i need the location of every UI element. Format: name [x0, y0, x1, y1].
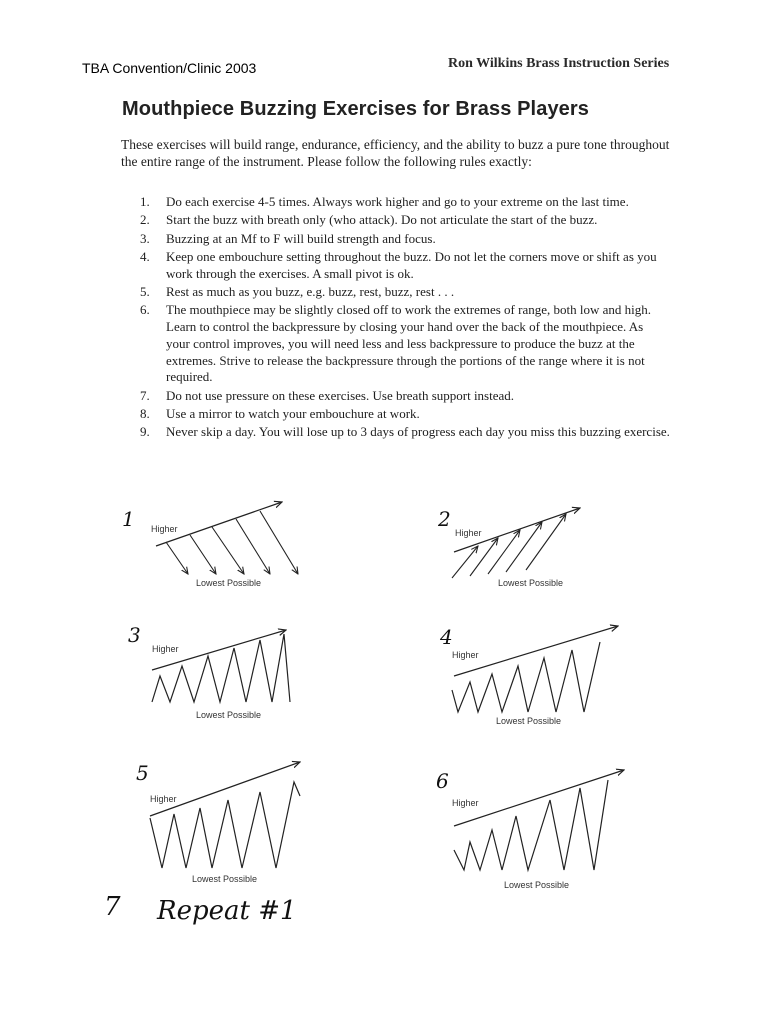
exercise-diagram-4 [430, 620, 630, 730]
exercise-diagram-2 [430, 496, 600, 596]
rule-text: Do not use pressure on these exercises. Use breath support instead. [166, 387, 515, 403]
rule-text: The mouthpiece may be slightly closed off to work the extremes of range, both low and high. Learn to control the backpressure by closing your hand over the back of the mouthpiece. As your control improves, you will need less and less backpressure to produce the buzz at the extremes. Strive to release the backpressure through the portions of the range where it is not required. [166, 302, 651, 385]
diagram-number: 2 [438, 507, 451, 531]
higher-label: Higher [452, 798, 479, 808]
rule-item [140, 194, 670, 211]
diagram-number: 6 [436, 769, 449, 793]
rule-text: Rest as much as you buzz, e.g. buzz, rest, buzz, rest . . . [166, 283, 455, 299]
rule-item [140, 212, 670, 229]
exercise-diagram-1 [116, 494, 316, 594]
ascending-arrow [488, 530, 520, 574]
rule-item [140, 406, 670, 423]
higher-label: Higher [152, 644, 179, 654]
header-left: TBA Convention/Clinic 2003 [82, 60, 257, 76]
rule-number: 3. [140, 230, 150, 246]
rule-item [140, 302, 670, 386]
ascending-arrow [506, 522, 542, 572]
lowest-label: Lowest Possible [192, 874, 258, 884]
zigzag-path [454, 780, 608, 870]
ascending-line [150, 762, 300, 816]
lowest-label: Lowest Possible [196, 710, 262, 720]
lowest-label: Lowest Possible [196, 578, 262, 588]
exercise-diagram-5 [130, 756, 310, 886]
rule-text: Start the buzz with breath only (who attack). Do not articulate the start of the buzz. [166, 212, 598, 228]
diagram-number: 4 [440, 625, 453, 649]
diagram-number: 5 [136, 761, 149, 785]
higher-label: Higher [455, 528, 482, 538]
descending-arrow [190, 535, 216, 574]
lowest-label: Lowest Possible [496, 716, 562, 726]
rule-item [140, 249, 670, 283]
rule-number: 6. [140, 302, 150, 318]
higher-label: Higher [150, 794, 177, 804]
descending-arrow [212, 527, 244, 574]
repeat-instruction: Repeat #1 [157, 896, 297, 926]
page-title: Mouthpiece Buzzing Exercises for Brass Players [122, 98, 589, 120]
rule-text: Use a mirror to watch your embouchure at work. [166, 406, 420, 422]
rule-text: Never skip a day. You will lose up to 3 days of progress each day you miss this buzzing exercise. [166, 424, 670, 440]
rule-number: 4. [140, 248, 150, 264]
ascending-line [454, 770, 624, 826]
ascending-arrow [470, 538, 498, 576]
exercise-diagram-3 [122, 620, 302, 730]
higher-label: Higher [452, 650, 479, 660]
descending-arrow [166, 542, 188, 574]
rule-number: 8. [140, 406, 150, 422]
exercise-diagram-6 [430, 760, 630, 892]
rule-number: 1. [140, 194, 150, 209]
rule-item [140, 284, 670, 301]
rules-list [140, 194, 670, 443]
higher-label: Higher [151, 524, 178, 534]
rule-number: 7. [140, 387, 150, 403]
header-right: Ron Wilkins Brass Instruction Series [448, 56, 670, 71]
rule-item [140, 424, 670, 441]
rule-text: Buzzing at an Mf to F will build strength and focus. [166, 230, 436, 246]
exercise-7-number: 7 [104, 892, 121, 922]
rule-item [140, 388, 670, 405]
lowest-label: Lowest Possible [498, 578, 564, 588]
ascending-arrow [526, 514, 566, 570]
rule-text: Keep one embouchure setting throughout the buzz. Do not let the corners move or shift as you work through the exercises. A small pivot is ok. [166, 248, 657, 281]
diagram-number: 1 [122, 507, 135, 531]
lowest-label: Lowest Possible [504, 880, 570, 890]
intro-paragraph: These exercises will build range, endurance, efficiency, and the ability to buzz a pure tone throughout the entire range of the instrument. Please follow the following rules exactly: [121, 137, 670, 169]
descending-arrow [260, 511, 298, 574]
rule-item [140, 231, 670, 248]
rule-number: 5. [140, 283, 150, 299]
rule-text: Do each exercise 4-5 times. Always work higher and go to your extreme on the last time. [166, 194, 629, 209]
rule-number: 9. [140, 424, 150, 440]
rule-number: 2. [140, 212, 150, 228]
diagram-number: 3 [128, 623, 141, 647]
descending-arrow [236, 519, 270, 574]
